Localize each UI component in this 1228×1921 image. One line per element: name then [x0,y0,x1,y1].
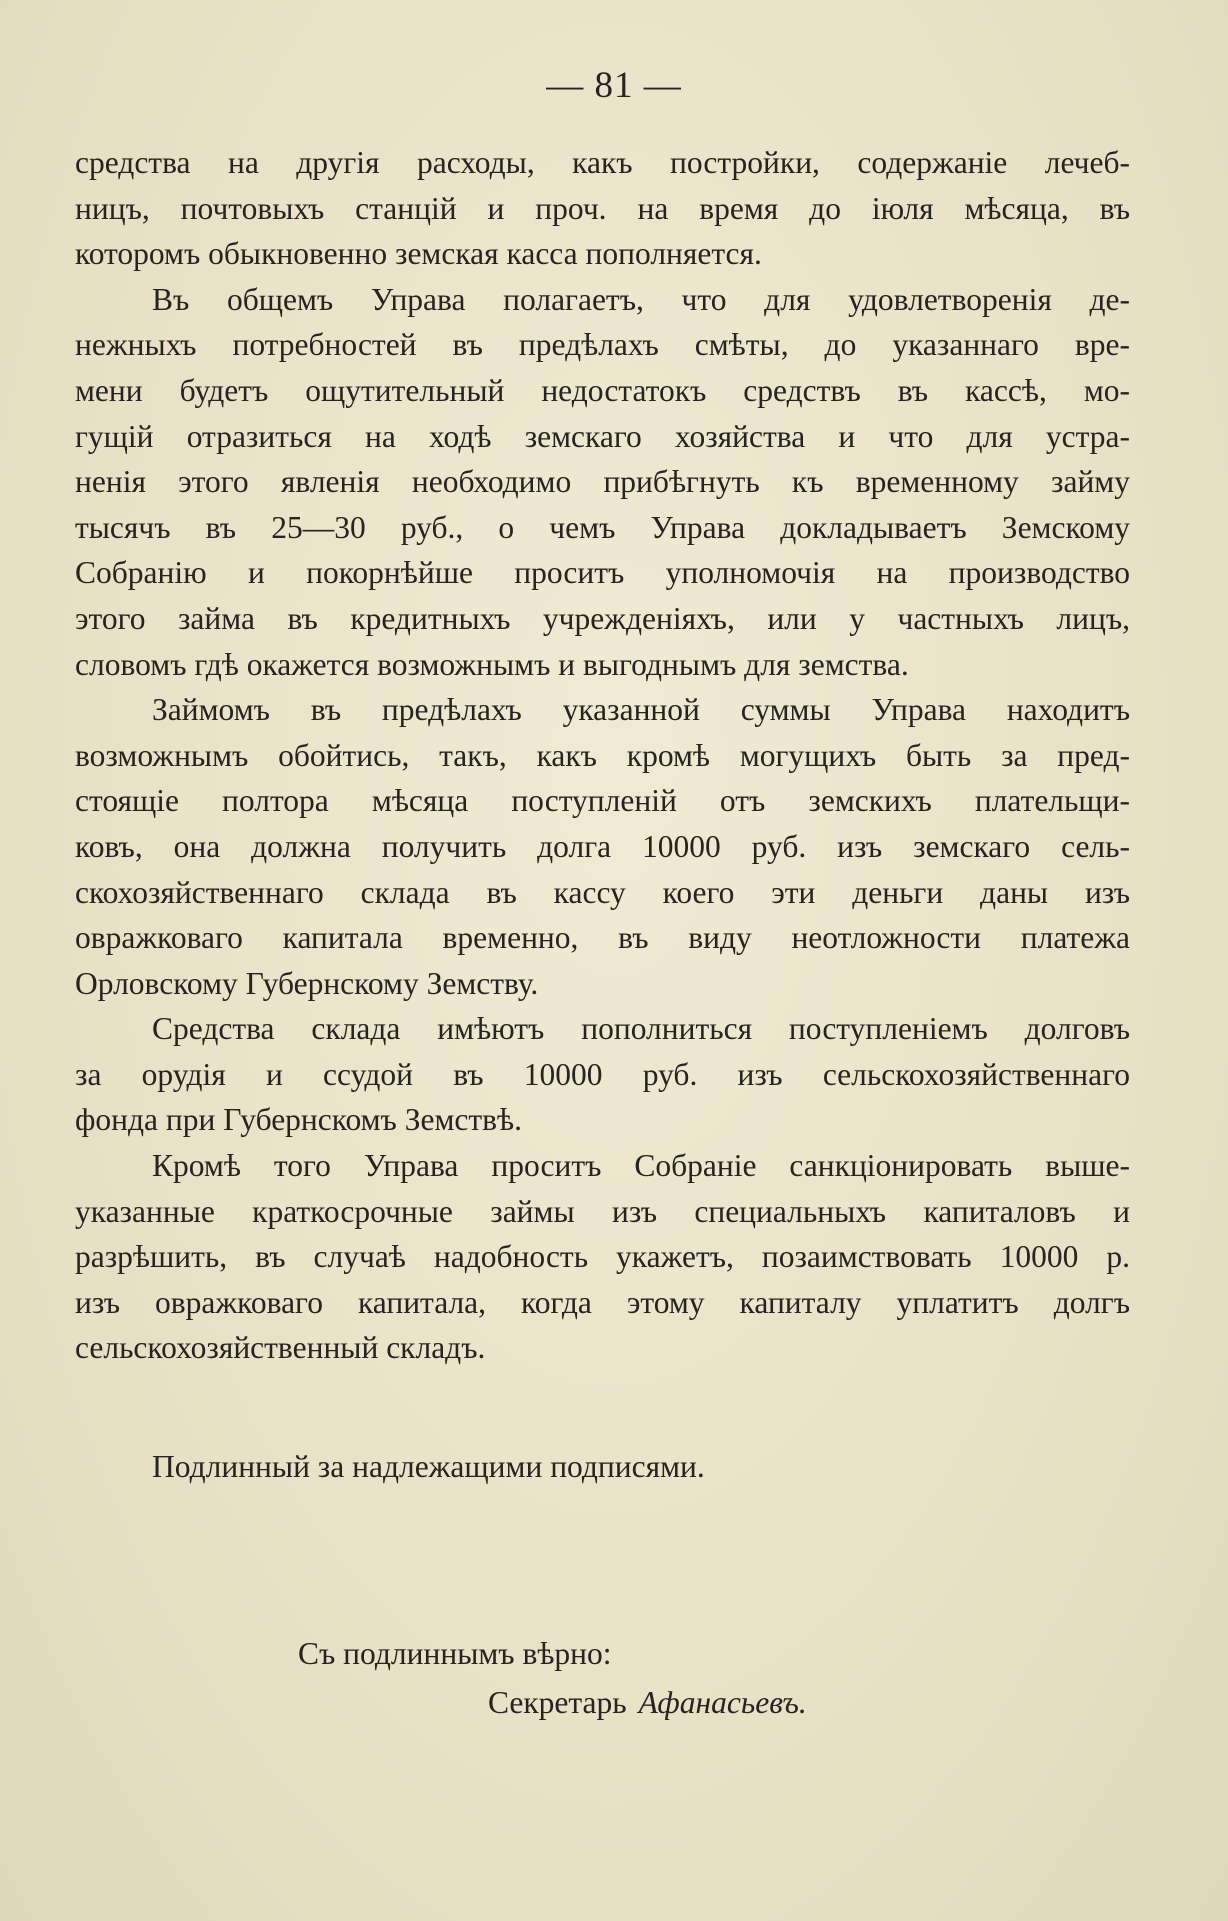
text-line: средства на другія расходы, какъ постройки, содержаніе лечеб- [75,145,1130,180]
paragraph-4 [75,1006,1130,1143]
text-line: Въ общемъ Управа полагаетъ, что для удовлетворенія де- [152,281,1130,317]
secretary-signature [488,1680,807,1725]
text-line: ницъ, почтовыхъ станцій и проч. на время до іюля мѣсяца, въ [75,190,1130,226]
paragraph-5 [75,1143,1130,1371]
paragraph-1 [75,140,1130,277]
text-line: скохозяйственнаго склада въ кассу коего эти деньги даны изъ [75,874,1130,910]
paragraph-3 [75,687,1130,1006]
text-line: ненія этого явленія необходимо прибѣгнуть къ временному займу [75,464,1130,500]
text-line: Собранію и покорнѣйше проситъ уполномочія на производство [75,555,1130,591]
secretary-title: Секретарь [488,1685,627,1720]
text-line: которомъ обыкновенно земская касса пополняется. [75,236,762,272]
text-line: мени будетъ ощутительный недостатокъ средствъ въ кассѣ, мо- [75,372,1130,408]
text-line: разрѣшить, въ случаѣ надобность укажетъ, позаимствовать 10000 р. [75,1239,1130,1275]
text-line: тысячъ въ 25—30 руб., о чемъ Управа докладываетъ Земскому [75,509,1130,545]
text-line: нежныхъ потребностей въ предѣлахъ смѣты, до указаннаго вре- [75,327,1130,363]
text-line: ковъ, она должна получить долга 10000 руб. изъ земскаго сель- [75,828,1130,864]
text-line: изъ овражковаго капитала, когда этому капиталу уплатитъ долгъ [75,1284,1130,1320]
secretary-name: Афанасьевъ. [638,1685,807,1720]
paragraph-2 [75,277,1130,687]
text-line: овражковаго капитала временно, въ виду неотложности платежа [75,920,1130,956]
body-text [75,140,1130,1371]
text-line: Кромѣ того Управа проситъ Собраніе санкціонировать выше- [152,1148,1130,1184]
text-line: возможнымъ обойтись, такъ, какъ кромѣ могущихъ быть за пред- [75,737,1130,773]
text-line: за орудія и ссудой въ 10000 руб. изъ сельскохозяйственнаго [75,1056,1130,1092]
text-line: этого займа въ кредитныхъ учрежденіяхъ, или у частныхъ лицъ, [75,600,1130,636]
page-number: — 81 — [546,65,682,106]
text-line: Орловскому Губернскому Земству. [75,965,539,1001]
text-line: стоящіе полтора мѣсяца поступленій отъ земскихъ плательщи- [75,783,1130,819]
attestation-line: Съ подлиннымъ вѣрно: [298,1636,612,1671]
text-line: фонда при Губернскомъ Земствѣ. [75,1102,523,1138]
text-line: сельскохозяйственный складъ. [75,1330,486,1366]
text-line: Займомъ въ предѣлахъ указанной суммы Управа находитъ [152,692,1130,728]
closing-statement: Подлинный за надлежащими подписями. [152,1449,705,1484]
text-line: Средства склада имѣютъ пополниться поступленіемъ долговъ [152,1011,1130,1047]
text-line: словомъ гдѣ окажется возможнымъ и выгоднымъ для земства. [75,646,909,682]
text-line: гущій отразиться на ходѣ земскаго хозяйства и что для устра- [75,418,1130,454]
text-line: указанные краткосрочные займы изъ специальныхъ капиталовъ и [75,1193,1130,1229]
